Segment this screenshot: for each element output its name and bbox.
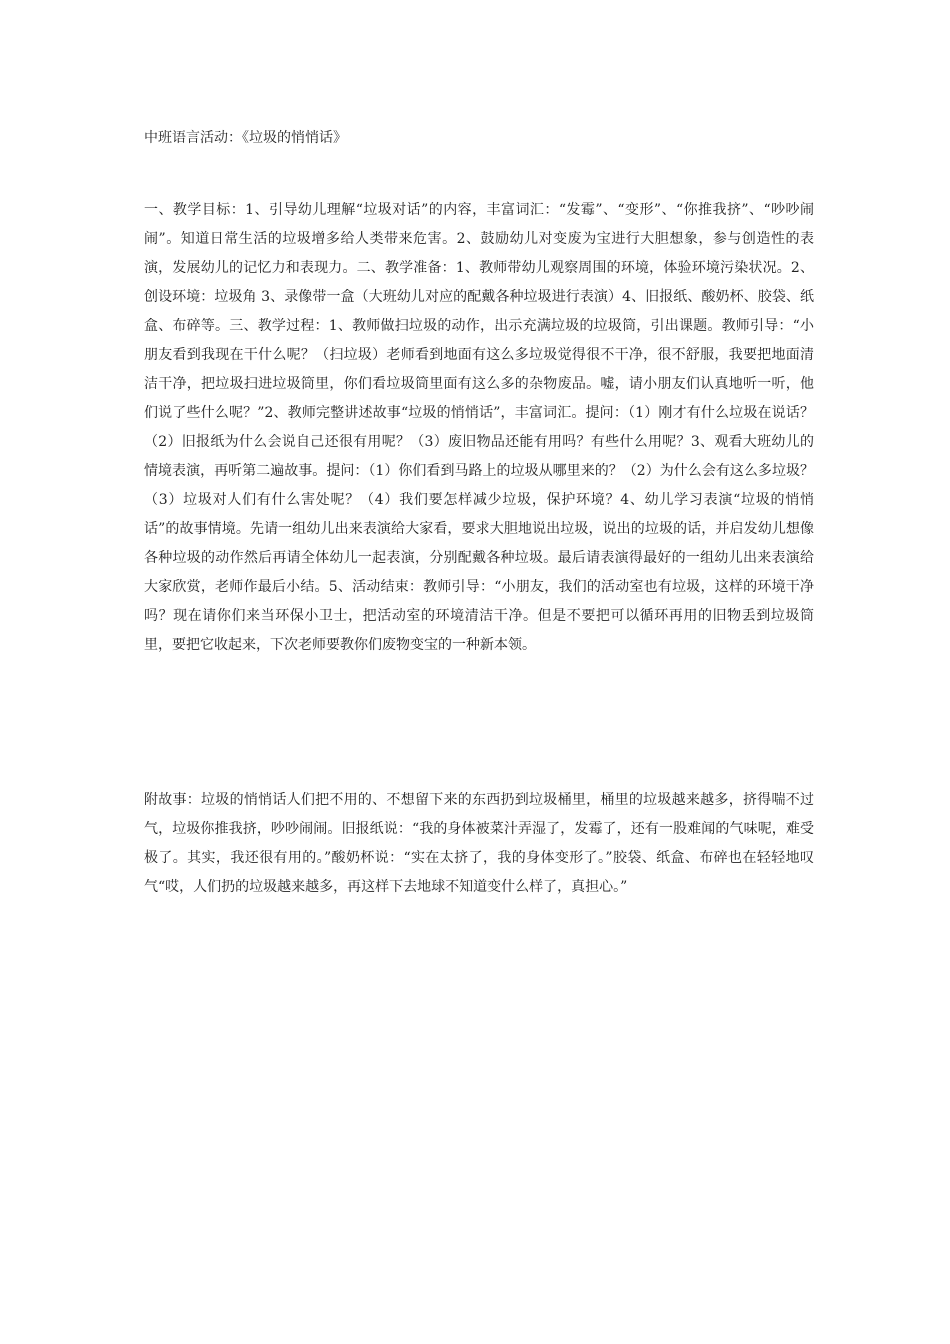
lesson-plan-paragraph: 一、教学目标：1、引导幼儿理解“垃圾对话”的内容，丰富词汇：“发霉”、“变形”、“你推我挤”、“吵吵闹闹”。知道日常生活的垃圾增多给人类带来危害。2、鼓励幼儿对变废为宝进行大胆想象，参与创造性的表演，发展幼儿的记忆力和表现力。二、教学准备：1、教师带幼儿观察周围的环境，体验环境污染状况。2、创设环境：垃圾角 3、录像带一盒（大班幼儿对应的配戴各种垃圾进行表演）4、旧报纸、酸奶杯、胶袋、纸盒、布碎等。三、教学过程：1、教师做扫垃圾的动作，出示充满垃圾的垃圾筒，引出课题。教师引导：“小朋友看到我现在干什么呢？（扫垃圾）老师看到地面有这么多垃圾觉得很不干净，很不舒服，我要把地面清洁干净，把垃圾扫进垃圾筒里，你们看垃圾筒里面有这么多的杂物废品。嘘，请小朋友们认真地听一听，他们说了些什么呢？”2、教师完整讲述故事“垃圾的悄悄话”，丰富词汇。提问：（1）刚才有什么垃圾在说话？（2）旧报纸为什么会说自己还很有用呢？（3）废旧物品还能有用吗？有些什么用呢？3、观看大班幼儿的情境表演，再听第二遍故事。提问：（1）你们看到马路上的垃圾从哪里来的？（2）为什么会有这么多垃圾？（3）垃圾对人们有什么害处呢？（4）我们要怎样减少垃圾，保护环境？4、幼儿学习表演“垃圾的悄悄话”的故事情境。先请一组幼儿出来表演给大家看，要求大胆地说出垃圾，说出的垃圾的话，并启发幼儿想像各种垃圾的动作然后再请全体幼儿一起表演，分别配戴各种垃圾。最后请表演得最好的一组幼儿出来表演给大家欣赏，老师作最后小结。5、活动结束：教师引导：“小朋友，我们的活动室也有垃圾，这样的环境干净吗？现在请你们来当环保小卫士，把活动室的环境清洁干净。但是不要把可以循环再用的旧物丢到垃圾筒里，要把它收起来，下次老师要教你们废物变宝的一种新本领。 [144, 202, 814, 653]
appendix-story-paragraph: 附故事：垃圾的悄悄话人们把不用的、不想留下来的东西扔到垃圾桶里，桶里的垃圾越来越多，挤得喘不过气，垃圾你推我挤，吵吵闹闹。旧报纸说：“我的身体被菜汁弄湿了，发霉了，还有一股难闻的气味呢，难受极了。其实，我还很有用的。”酸奶杯说：“实在太挤了，我的身体变形了。”胶袋、纸盒、布碎也在轻轻地叹气“哎，人们扔的垃圾越来越多，再这样下去地球不知道变什么样了，真担心。” [144, 792, 814, 895]
document-title: 中班语言活动：《垃圾的悄悄话》 [144, 130, 347, 146]
